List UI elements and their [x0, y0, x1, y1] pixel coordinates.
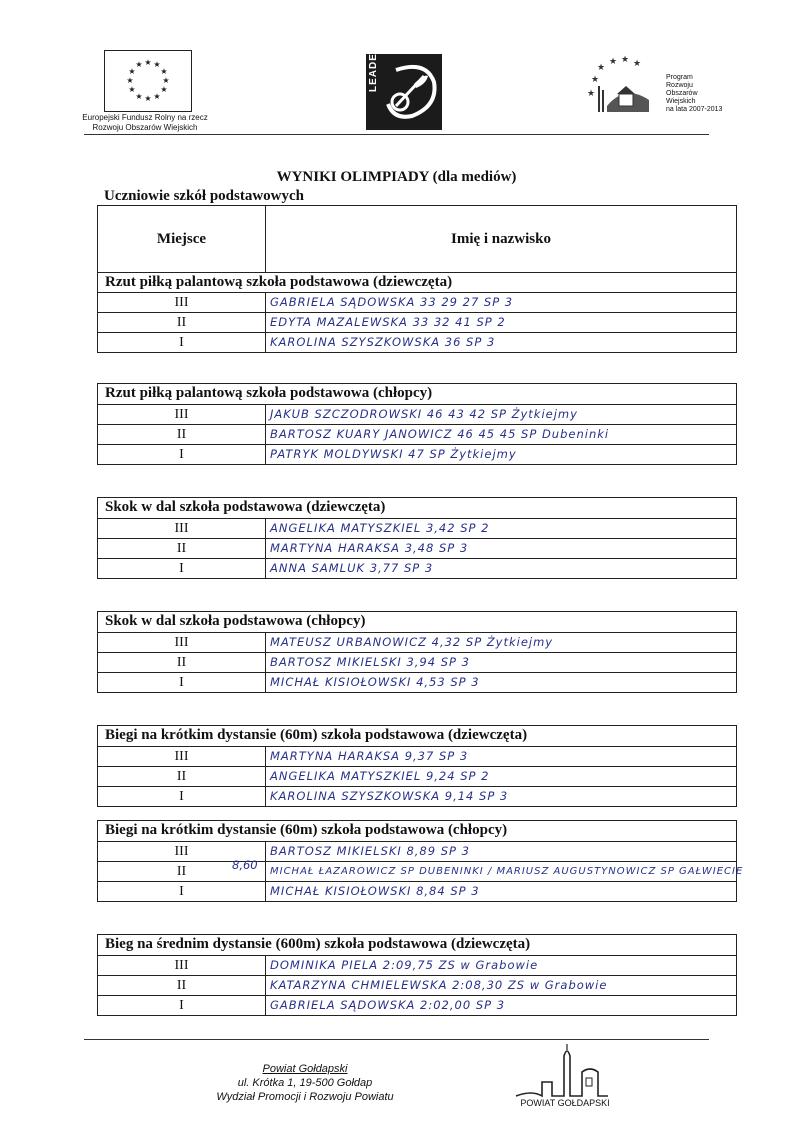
svg-text:★: ★: [162, 76, 170, 85]
result-cell: JAKUB SZCZODROWSKI 46 43 42 SP Żytkiejmy: [270, 407, 578, 421]
result-cell: KATARZYNA CHMIELEWSKA 2:08,30 ZS w Grabowie: [270, 978, 608, 992]
results-table-4: [97, 611, 737, 693]
place-cell: III: [98, 405, 266, 424]
svg-text:★: ★: [128, 67, 136, 76]
place-cell: II: [98, 425, 266, 444]
result-cell: ANGELIKA MATYSZKIEL 3,42 SP 2: [270, 521, 490, 535]
page-title: WYNIKI OLIMPIADY (dla mediów): [276, 169, 517, 185]
svg-text:★: ★: [135, 60, 143, 69]
result-cell: MICHAŁ KISIOŁOWSKI 4,53 SP 3: [270, 675, 480, 689]
place-cell: II: [98, 767, 266, 786]
result-cell: BARTOSZ MIKIELSKI 3,94 SP 3: [270, 655, 470, 669]
svg-text:★: ★: [153, 60, 161, 69]
result-cell: DOMINIKA PIELA 2:09,75 ZS w Grabowie: [270, 958, 539, 972]
table-row: [98, 955, 736, 975]
footer-address: [180, 1062, 430, 1104]
place-cell: I: [98, 673, 266, 692]
result-cell: MARTYNA HARAKSA 9,37 SP 3: [270, 749, 469, 763]
table-row: [98, 652, 736, 672]
result-cell: MICHAŁ KISIOŁOWSKI 8,84 SP 3: [270, 884, 480, 898]
place-cell: II: [98, 313, 266, 332]
results-table-1: [97, 205, 737, 353]
svg-text:★: ★: [160, 67, 168, 76]
table-row: [98, 746, 736, 766]
category-row: Biegi na krótkim dystansie (60m) szkoła podstawowa (chłopcy): [105, 822, 508, 838]
results-table-6: [97, 820, 744, 902]
result-cell: BARTOSZ MIKIELSKI 8,89 SP 3: [270, 844, 470, 858]
header-divider: [84, 134, 709, 135]
powiat-logo-label: POWIAT GOŁDAPSKI: [520, 1098, 610, 1108]
svg-text:★: ★: [153, 92, 161, 101]
powiat-logo: [512, 1042, 612, 1100]
place-cell: I: [98, 996, 266, 1015]
svg-text:★: ★: [587, 89, 596, 99]
place-cell: III: [98, 633, 266, 652]
table-row: [98, 292, 736, 312]
place-cell: II: [98, 862, 266, 881]
place-cell: III: [98, 956, 266, 975]
table-row: [98, 975, 736, 995]
result-cell: EDYTA MAZALEWSKA 33 32 41 SP 2: [270, 315, 506, 329]
place-cell: I: [98, 787, 266, 806]
svg-text:★: ★: [144, 94, 152, 103]
results-table-5: [97, 725, 737, 807]
category-row: Rzut piłką palantową szkoła podstawowa (chłopcy): [105, 385, 433, 401]
table-row: [98, 444, 736, 464]
category-row: Skok w dal szkoła podstawowa (dziewczęta): [105, 499, 386, 515]
place-cell: II: [98, 539, 266, 558]
place-cell: II: [98, 653, 266, 672]
result-cell: PATRYK MOLDYWSKI 47 SP Żytkiejmy: [270, 447, 517, 461]
table-row: [98, 881, 736, 901]
place-cell: I: [98, 333, 266, 352]
table-row: [98, 841, 736, 861]
place-cell: III: [98, 747, 266, 766]
prow-caption: Program Rozwoju Obszarów Wiejskich na lata 2007-2013: [666, 74, 723, 113]
footer-line-2: ul. Krótka 1, 19-500 Gołdap: [237, 1077, 373, 1089]
result-cell: GABRIELA SĄDOWSKA 2:02,00 SP 3: [270, 998, 506, 1012]
results-table-7: [97, 934, 737, 1016]
column-header-place: Miejsce: [98, 206, 266, 272]
table-row: [98, 672, 736, 692]
result-cell: ANGELIKA MATYSZKIEL 9,24 SP 2: [270, 769, 490, 783]
svg-text:★: ★: [609, 57, 618, 67]
table-row: [98, 332, 736, 352]
eu-caption: Europejski Fundusz Rolny na rzecz Rozwoju Obszarów Wiejskich: [82, 113, 208, 132]
table-row: [98, 861, 744, 881]
place-cell: I: [98, 445, 266, 464]
footer-line-1: Powiat Gołdapski: [262, 1063, 348, 1075]
table-header-row: [98, 206, 736, 272]
svg-text:★: ★: [135, 92, 143, 101]
result-cell: ANNA SAMLUK 3,77 SP 3: [270, 561, 434, 575]
place-cell: I: [98, 559, 266, 578]
result-cell: KAROLINA SZYSZKOWSKA 36 SP 3: [270, 335, 496, 349]
table-row: [98, 424, 736, 444]
place-cell: III: [98, 519, 266, 538]
page-subtitle: Uczniowie szkół podstawowych: [104, 188, 305, 204]
leader-logo: [366, 44, 442, 130]
svg-text:★: ★: [591, 75, 600, 85]
table-row: [98, 558, 736, 578]
table-row: [98, 766, 736, 786]
place-cell: III: [98, 293, 266, 312]
svg-text:★: ★: [597, 63, 606, 73]
table-row: [98, 312, 736, 332]
footer-line-3: Wydział Promocji i Rozwoju Powiatu: [216, 1091, 394, 1103]
svg-text:★: ★: [633, 59, 642, 69]
category-row: Biegi na krótkim dystansie (60m) szkoła podstawowa (dziewczęta): [105, 727, 528, 743]
prow-logo: [585, 56, 665, 118]
result-cell: GABRIELA SĄDOWSKA 33 29 27 SP 3: [270, 295, 514, 309]
place-cell: III: [98, 842, 266, 861]
column-header-name: Imię i nazwisko: [450, 231, 551, 247]
footer-divider: [84, 1039, 709, 1040]
svg-text:★: ★: [160, 85, 168, 94]
svg-text:★: ★: [128, 85, 136, 94]
result-cell: KAROLINA SZYSZKOWSKA 9,14 SP 3: [270, 789, 509, 803]
category-row: Skok w dal szkoła podstawowa (chłopcy): [105, 613, 366, 629]
table-row: [98, 995, 736, 1015]
place-cell: I: [98, 882, 266, 901]
results-table-3: [97, 497, 737, 579]
place-cell: II: [98, 976, 266, 995]
svg-text:★: ★: [621, 56, 630, 65]
leader-label: LEADER: [368, 44, 379, 92]
svg-text:★: ★: [126, 76, 134, 85]
table-row: [98, 518, 736, 538]
svg-text:★: ★: [144, 58, 152, 67]
result-cell: MICHAŁ ŁAZAROWICZ SP DUBENINKI / MARIUSZ AUGUSTYNOWICZ SP GAŁWIECIE: [270, 866, 744, 877]
eu-flag-logo: [104, 50, 192, 112]
result-cell: BARTOSZ KUARY JANOWICZ 46 45 45 SP Dubeninki: [270, 427, 610, 441]
result-cell: MARTYNA HARAKSA 3,48 SP 3: [270, 541, 469, 555]
category-row: Rzut piłką palantową szkoła podstawowa (dziewczęta): [98, 272, 736, 292]
results-table-2: [97, 383, 737, 465]
table-row: [98, 404, 736, 424]
table-row: [98, 632, 736, 652]
result-cell: MATEUSZ URBANOWICZ 4,32 SP Żytkiejmy: [270, 635, 554, 649]
table-row: [98, 786, 736, 806]
handwritten-time-note: 8,60: [232, 858, 258, 872]
category-row: Bieg na średnim dystansie (600m) szkoła podstawowa (dziewczęta): [105, 936, 531, 952]
table-row: [98, 538, 736, 558]
